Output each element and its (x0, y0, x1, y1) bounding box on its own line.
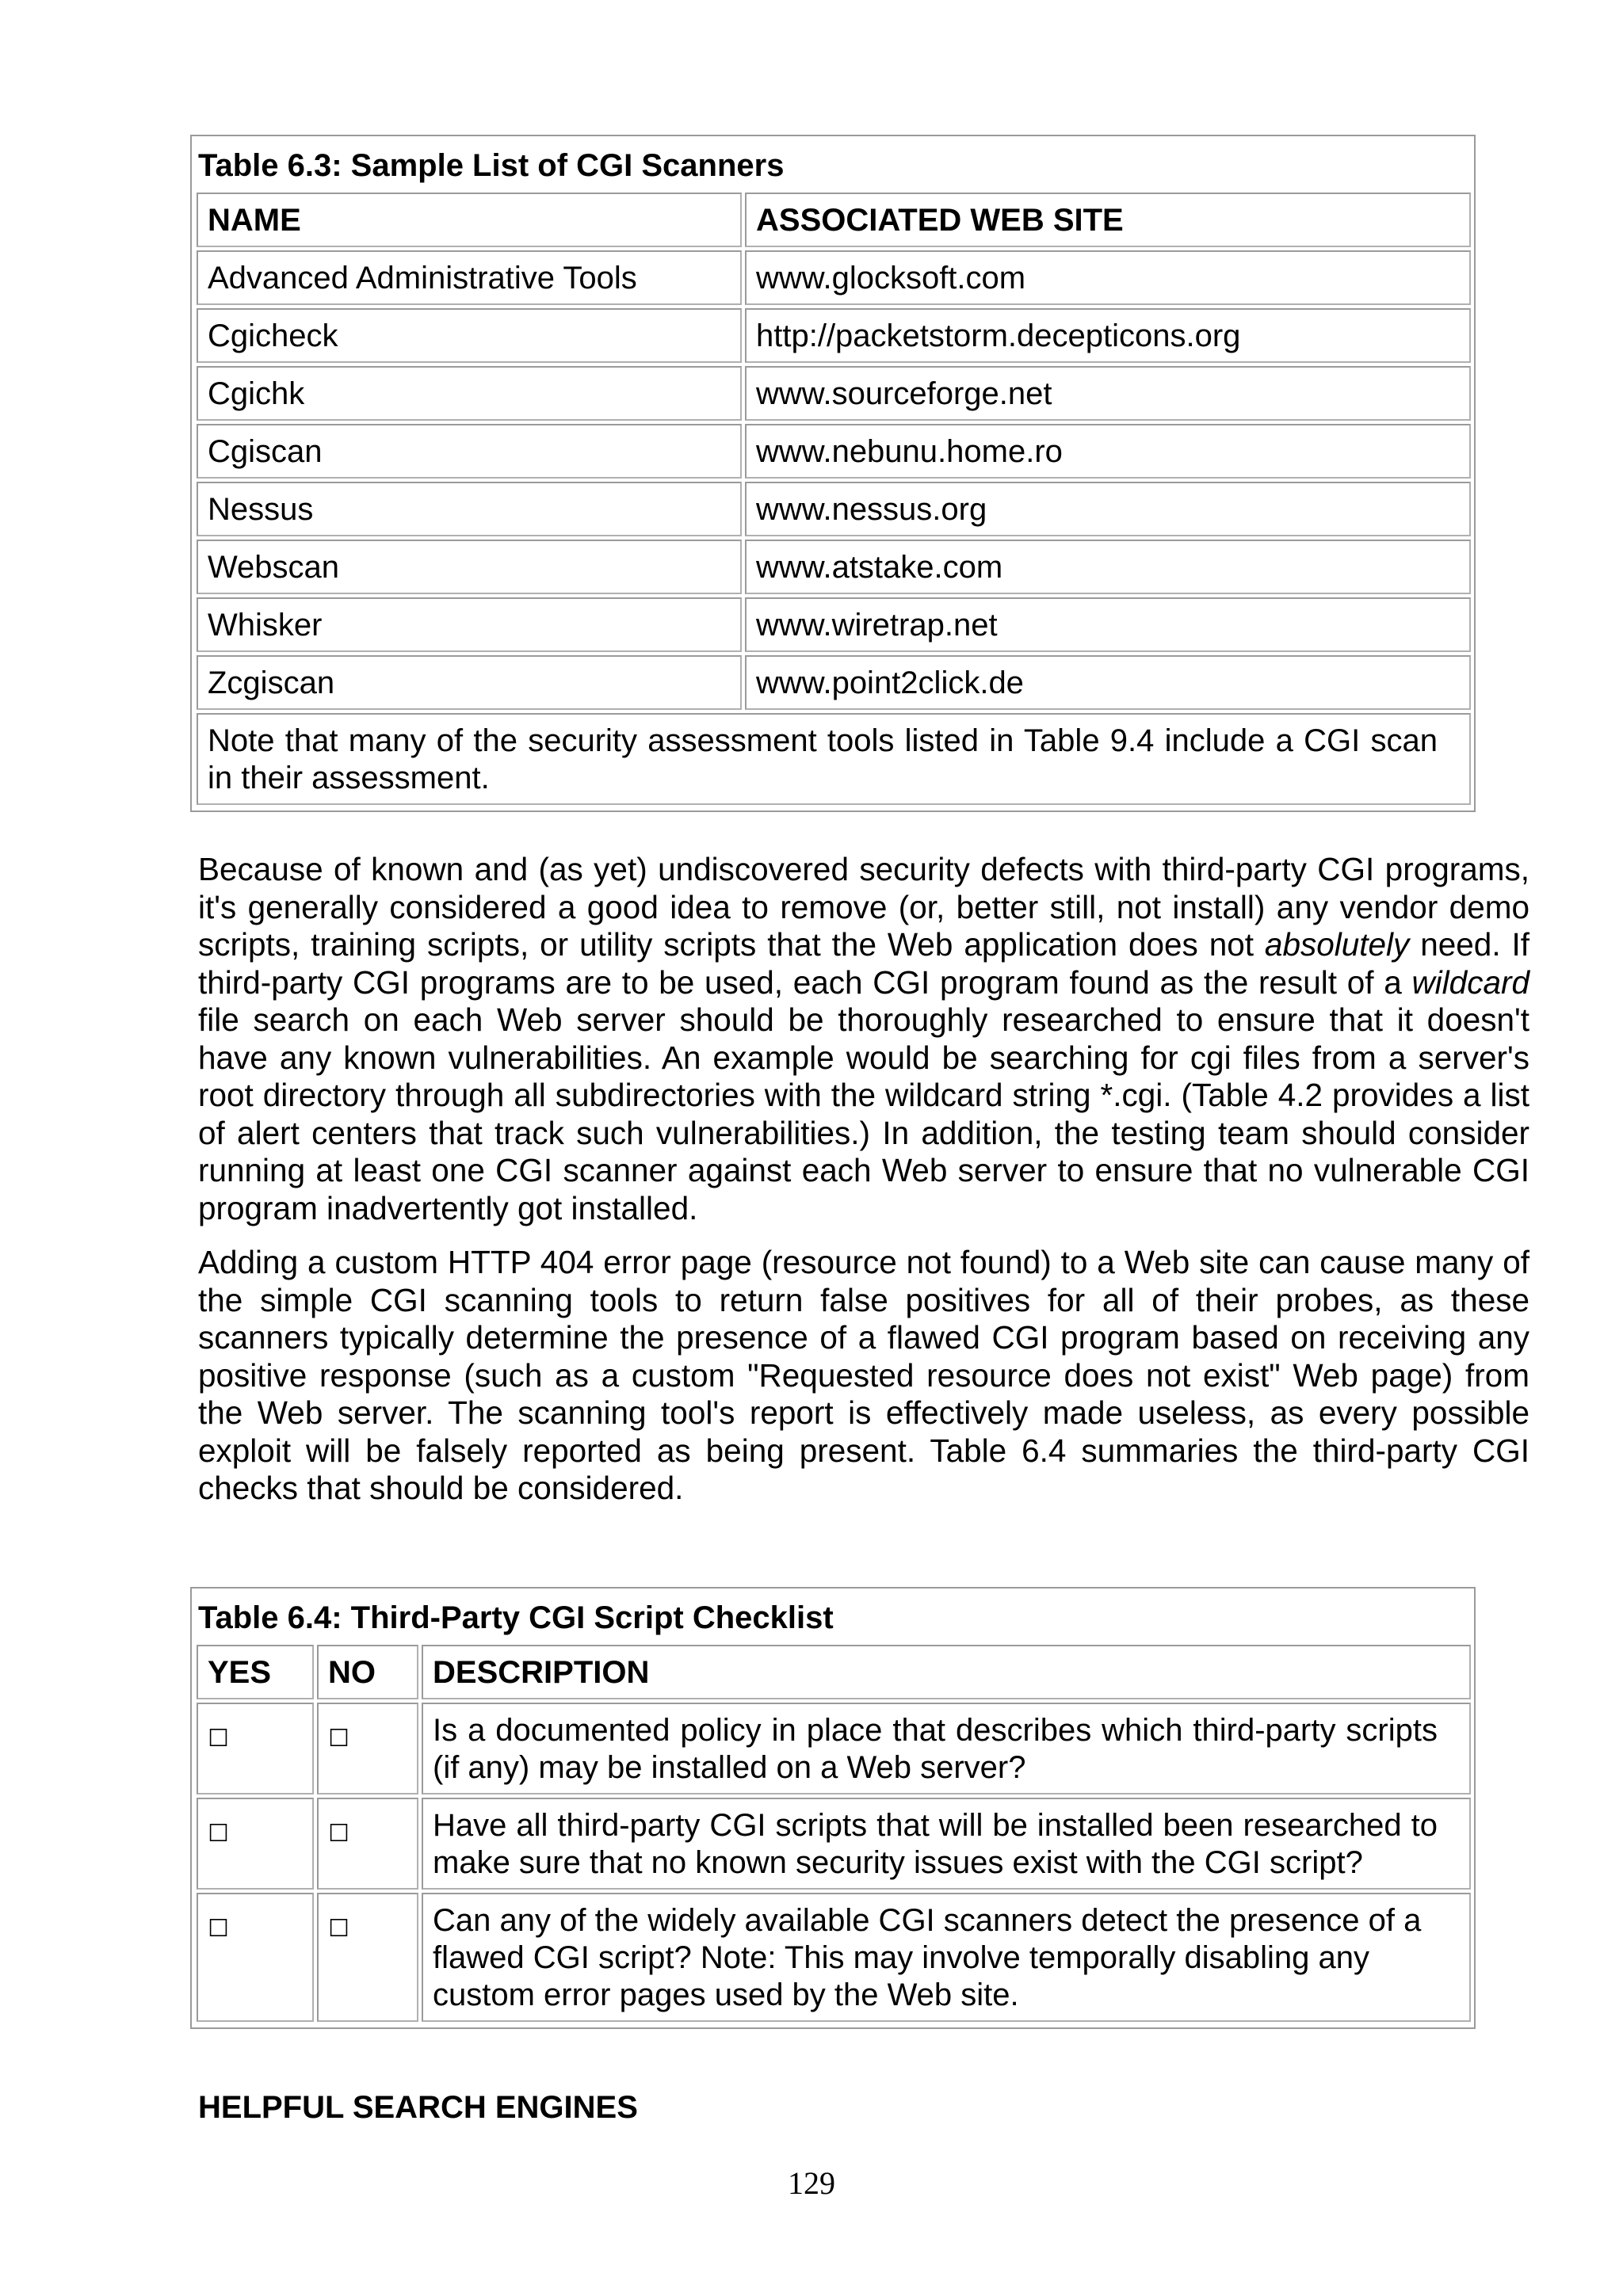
column-header-name: NAME (197, 193, 742, 247)
scanner-name: Cgiscan (197, 424, 742, 479)
body-paragraph-1 (198, 851, 1529, 1227)
scanner-website: www.point2click.de (745, 655, 1471, 710)
table-6-4 (190, 1587, 1476, 2029)
column-header-website: ASSOCIATED WEB SITE (745, 193, 1471, 247)
yes-checkbox[interactable]: ☐ (208, 1820, 229, 1848)
no-checkbox[interactable]: ☐ (328, 1725, 349, 1753)
yes-checkbox[interactable]: ☐ (208, 1915, 229, 1943)
scanner-name: Cgichk (197, 366, 742, 421)
table-row (197, 482, 1471, 536)
section-heading: HELPFUL SEARCH ENGINES (198, 2090, 638, 2125)
checklist-description: Have all third-party CGI scripts that will be installed been researched to make sure that no known security issues exist with the CGI script? (422, 1798, 1471, 1890)
table-row (197, 1893, 1471, 2022)
table-row (197, 597, 1471, 652)
table-note: Note that many of the security assessment tools listed in Table 9.4 include a CGI scan in their assessment. (197, 713, 1471, 805)
paragraph-text: file search on each Web server should be thoroughly researched to ensure that it doesn't have any known vulnerabilities. An example would be searching for cgi files from a server's root directory through all subdirectories with the wildcard string *.cgi. (Table 4.2 provides a list of alert centers that track such vulnerabilities.) In addition, the testing team should consider running at least one CGI scanner against each Web server to ensure that no vulnerable CGI program inadvertently got installed. (198, 1001, 1529, 1226)
scanner-website: www.glocksoft.com (745, 250, 1471, 305)
scanner-name: Whisker (197, 597, 742, 652)
column-header-no: NO (317, 1645, 418, 1699)
scanner-name: Zcgiscan (197, 655, 742, 710)
scanner-website: www.atstake.com (745, 540, 1471, 594)
table-row (197, 540, 1471, 594)
table-6-3 (190, 135, 1476, 812)
table-row (197, 1798, 1471, 1890)
scanner-name: Nessus (197, 482, 742, 536)
paragraph-text: Because of known and (as yet) undiscovered security defects with third-party CGI programs, it's generally considered a good idea to remove (or, better still, not install) any vendor demo scripts, training scripts, or utility scripts that the Web application does not (198, 851, 1529, 963)
scanner-website: www.nessus.org (745, 482, 1471, 536)
table-row (197, 308, 1471, 363)
scanner-website: http://packetstorm.decepticons.org (745, 308, 1471, 363)
scanner-website: www.wiretrap.net (745, 597, 1471, 652)
table-row (197, 424, 1471, 479)
table-caption: Table 6.3: Sample List of CGI Scanners (198, 147, 785, 183)
checklist-description: Is a documented policy in place that describes which third-party scripts (if any) may be installed on a Web server? (422, 1703, 1471, 1794)
yes-checkbox[interactable]: ☐ (208, 1725, 229, 1753)
table-row (197, 655, 1471, 710)
table-row (197, 366, 1471, 421)
checklist-description: Can any of the widely available CGI scanners detect the presence of a flawed CGI script? Note: This may involve temporally disabling any custom error pages used by the Web site. (422, 1893, 1471, 2022)
paragraph-text: need. If third-party CGI programs are to be used, each CGI program found as the result of a (198, 926, 1530, 1001)
no-checkbox[interactable]: ☐ (328, 1915, 349, 1943)
scanner-website: www.sourceforge.net (745, 366, 1471, 421)
no-checkbox[interactable]: ☐ (328, 1820, 349, 1848)
emphasis-text: absolutely (1264, 926, 1410, 963)
body-paragraph-2: Adding a custom HTTP 404 error page (resource not found) to a Web site can cause many of the simple CGI scanning tools to return false positives for all of their probes, as these scanners typically determine the presence of a flawed CGI program based on receiving any positive response (such as a custom "Requested resource does not exist" Web page) from the Web server. The scanning tool's report is effectively made useless, as every possible exploit will be falsely reported as being present. Table 6.4 summaries the third-party CGI checks that should be considered. (198, 1244, 1529, 1506)
column-header-yes: YES (197, 1645, 314, 1699)
page-number: 129 (788, 2165, 835, 2201)
table-row (197, 1703, 1471, 1794)
scanner-name: Cgicheck (197, 308, 742, 363)
scanner-name: Advanced Administrative Tools (197, 250, 742, 305)
column-header-description: DESCRIPTION (422, 1645, 1471, 1699)
scanner-name: Webscan (197, 540, 742, 594)
table-row (197, 250, 1471, 305)
table-caption: Table 6.4: Third-Party CGI Script Checklist (198, 1600, 834, 1635)
scanner-website: www.nebunu.home.ro (745, 424, 1471, 479)
emphasis-text: wildcard (1411, 963, 1529, 1001)
